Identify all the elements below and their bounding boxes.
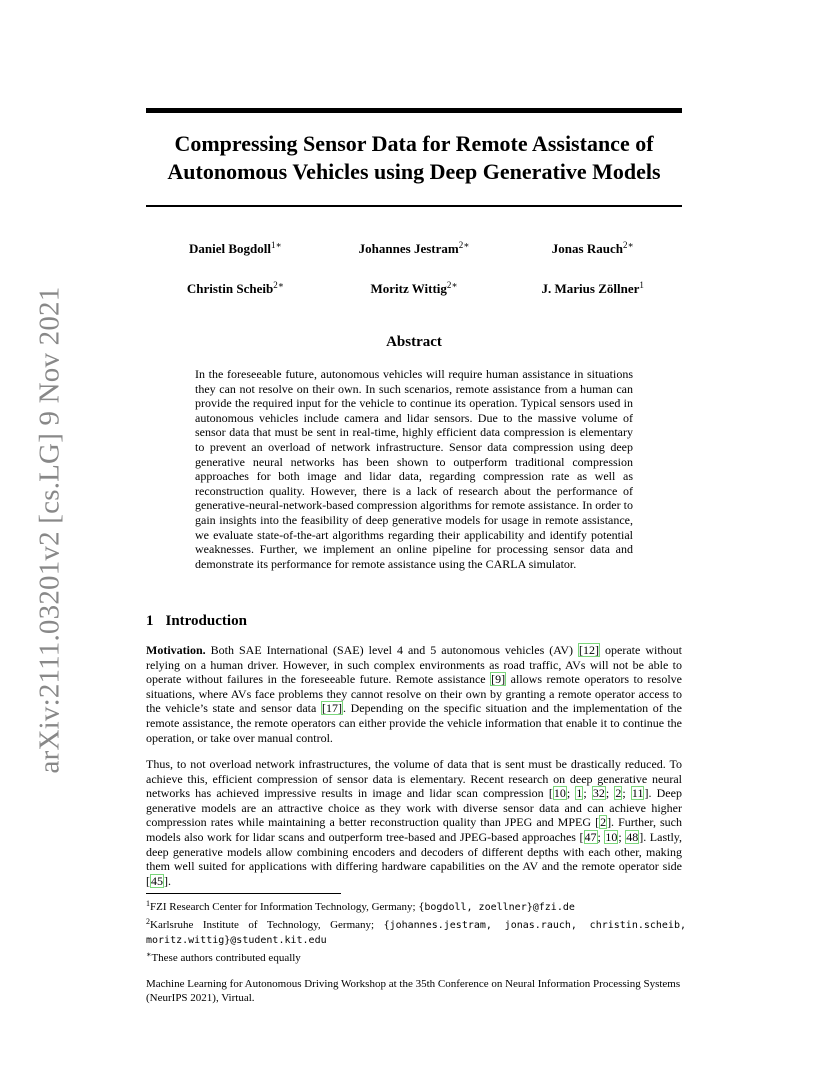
author: J. Marius Zöllner$^1$: [541, 280, 644, 296]
title-line-2: Autonomous Vehicles using Deep Generative Models: [167, 159, 661, 184]
paragraph-motivation: Motivation. Both SAE International (SAE) level 4 and 5 autonomous vehicles (AV) [12] operate without relying on a human driver. However, in such complex environments as road traffic, AVs will not be able to operate without failures in the foreseeable future. Remote assistance [9] allows remote operators to resolve situations, where AVs face problems they cannot resolve on their own by granting a remote operator access to the vehicle’s state and sensor data [17]. Depending on the specific situation and the implementation of the remote assistance, the remote operators can either provide the vehicle information that enable it to continue the operation, or take over manual control.: [146, 643, 682, 745]
citation-link[interactable]: 1: [576, 786, 583, 801]
arxiv-stamp-text: arXiv:2111.03201v2 [cs.LG] 9 Nov 2021: [33, 286, 66, 774]
abstract-text: In the foreseeable future, autonomous vehicles will require human assistance in situations they can not resolve on their own. In such scenarios, remote assistance from a human can provide the required input for the vehicle to continue its operation. Typical sensors used in autonomous vehicles include camera and lidar sensors. Due to the massive volume of sensor data that must be sent in real-time, highly efficient data compression is elementary to prevent an overload of network infrastructure. Sensor data compression using deep generative neural networks has been shown to outperform traditional compression approaches for both image and lidar data, regarding compression rate as well as reconstruction quality. However, there is a lack of research about the performance of generative-neural-network-based compression algorithms for remote assistance. In order to gain insights into the feasibility of deep generative models for usage in remote assistance, we evaluate state-of-the-art algorithms regarding their applicability and identify potential weaknesses. Further, we implement an online pipeline for processing sensor data and demonstrate its performance for remote assistance using the CARLA simulator.: [195, 367, 633, 571]
email[interactable]: {bogdoll, zoellner}@fzi.de: [418, 902, 575, 913]
citation-link[interactable]: 11: [631, 786, 644, 801]
section-title: Introduction: [165, 613, 247, 629]
citation-link[interactable]: [17]: [321, 701, 342, 716]
footnote-rule: [146, 893, 341, 894]
citation-link[interactable]: 2: [600, 815, 607, 830]
footnote-3: ∗These authors contributed equally: [146, 950, 301, 964]
author: Daniel Bogdoll$^{1∗}$: [189, 240, 282, 256]
citation-link[interactable]: 10: [553, 786, 566, 801]
paragraph-compression: Thus, to not overload network infrastructures, the volume of data that is sent must be drastically reduced. To achieve this, efficient compression of sensor data is elementary. Recent research on deep generative neural networks has achieved impressive results in image and lidar scan compression [10; 1; 32; 2; 11]. Deep generative models are an attractive choice as they work with diverse sensor data and can achieve higher compression rates while maintaining a better reconstruction quality than JPEG and MPEG [2]. Further, such models also work for lidar scans and outperform tree-based and JPEG-based approaches [47; 10; 48]. Lastly, deep generative models allow combining encoders and decoders of different depths with each other, making them well suited for applications with differing hardware capabilities on the AV and the remote operator side [45].: [146, 757, 683, 888]
author: Christin Scheib$^{2∗}$: [186, 280, 284, 296]
citation-link[interactable]: [9]: [491, 672, 506, 687]
citation-link[interactable]: 32: [592, 786, 605, 801]
citation-link[interactable]: 48: [626, 829, 639, 844]
title-rule-top: [146, 108, 682, 113]
paragraph-lead: Motivation.: [146, 643, 206, 657]
citation-link[interactable]: [12]: [579, 643, 600, 657]
footnote-1: $^1$FZI Research Center for Information Technology, Germany; {bogdoll, zoellner}@fzi.de: [146, 899, 575, 913]
author: Johannes Jestram$^{2∗}$: [358, 240, 470, 256]
footnote-2: $^2$Karlsruhe Institute of Technology, Germany; {johannes.jestram, jonas.rauch, christin.scheib, moritz.wittig}@student.kit.edu: [146, 917, 686, 946]
citation-link[interactable]: 45: [151, 873, 163, 888]
author-row: [146, 240, 682, 280]
author-row: [146, 280, 682, 320]
arxiv-stamp: [30, 286, 70, 774]
section-heading: [146, 613, 247, 630]
section-number: 1: [146, 613, 154, 629]
title-rule-bottom: [146, 205, 682, 207]
footnotes: [146, 897, 686, 965]
author: Moritz Wittig$^{2∗}$: [370, 280, 458, 296]
citation-link[interactable]: 10: [605, 829, 618, 844]
title-line-1: Compressing Sensor Data for Remote Assistance of: [174, 131, 654, 156]
venue-note: Machine Learning for Autonomous Driving Workshop at the 35th Conference on Neural Information Processing Systems (NeurIPS 2021), Virtual.: [146, 978, 681, 1004]
citation-link[interactable]: 2: [615, 786, 622, 801]
citation-link[interactable]: 47: [584, 829, 597, 844]
abstract-heading: Abstract: [386, 334, 442, 350]
author-block: [146, 240, 682, 320]
email[interactable]: {johannes.jestram, jonas.rauch, christin.scheib, moritz.wittig}@student.kit.edu: [146, 920, 686, 946]
paper-title: [146, 130, 682, 186]
author: Jonas Rauch$^{2∗}$: [551, 240, 634, 256]
